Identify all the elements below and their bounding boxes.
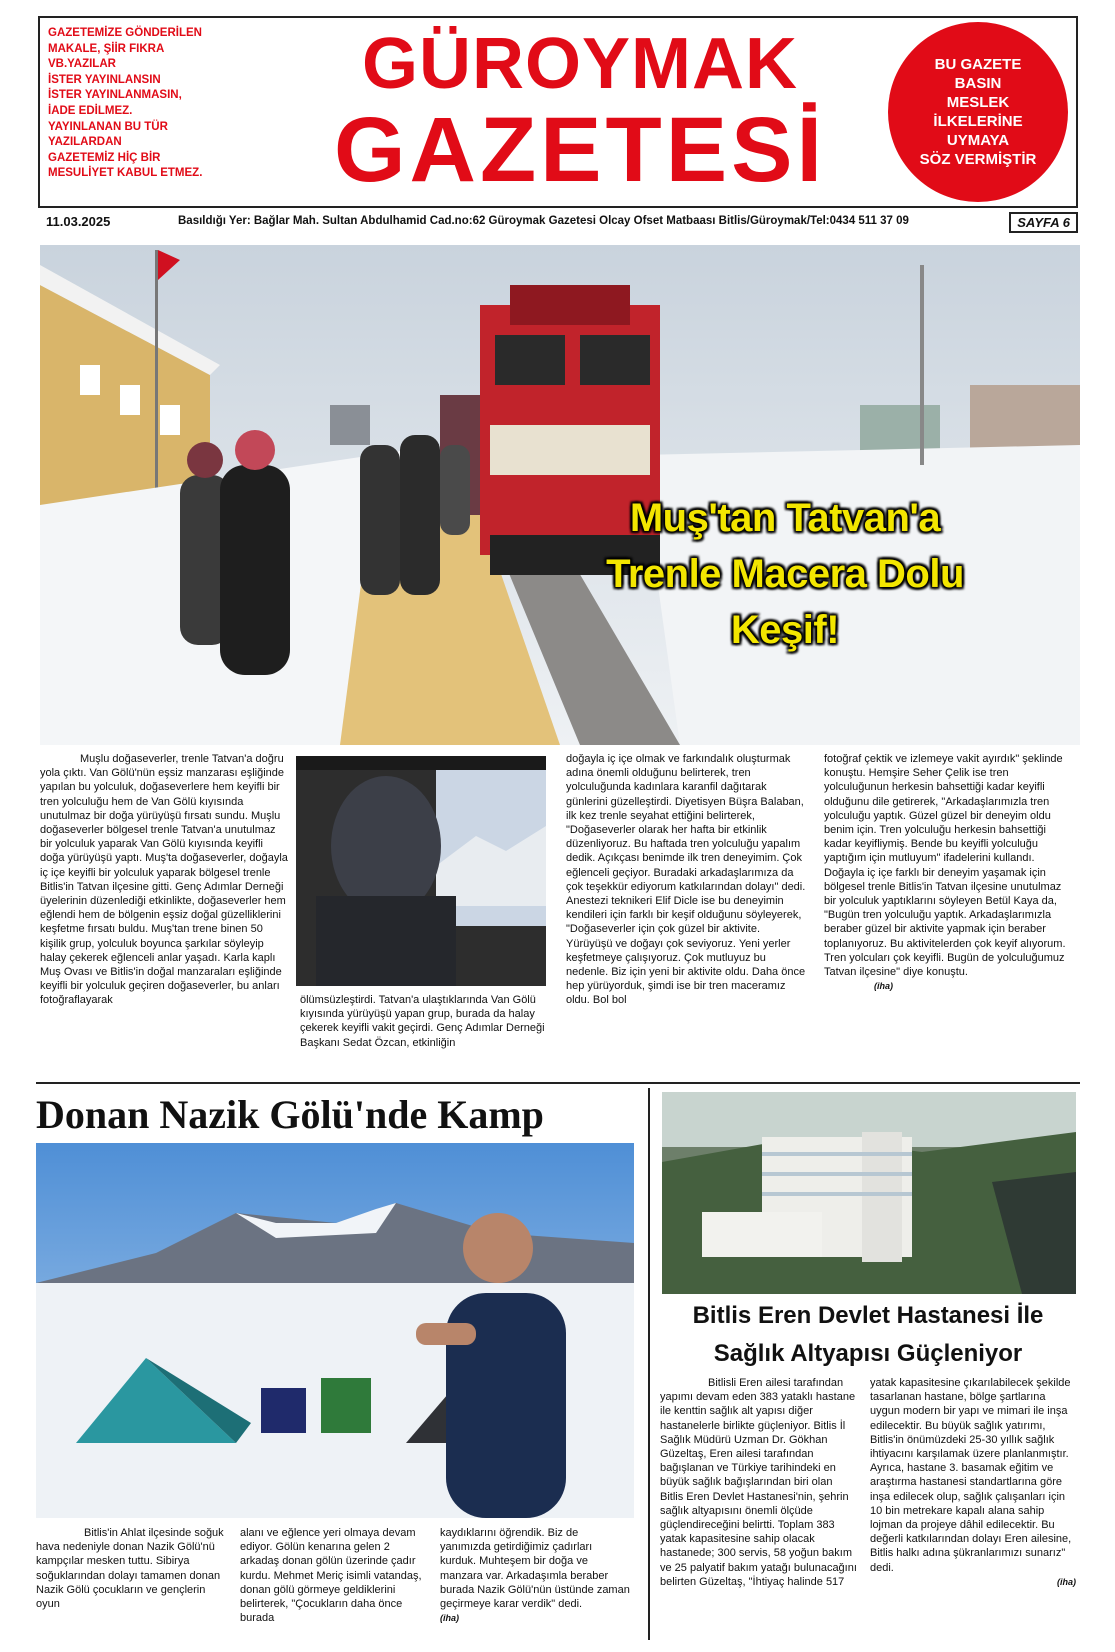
notice-line: İSTER YAYINLANMASIN, [48, 89, 182, 102]
headline-line: Trenle Macera Dolu [606, 552, 964, 596]
column-divider [648, 1088, 650, 1640]
headline-line: Sağlık Altyapısı Güçleniyor [713, 1340, 1023, 1367]
article-text: doğayla iç içe olmak ve farkındalık oluşturmak adına önemli olduğunu belirterek, tren yolculuğunda kadınlara karanfil dağıtarak günlerini güzelleştirdi. Diyetisyen Büşra Balaban, ilk kez trenle seyahat ettiğini belirterek, "Doğaseverler olarak her hafta bir etkinlik düzenliyoruz. Bu haftada tren yolculuğu yapalım dedik. Açıkçası benimde ilk tren deneyimim. Çok eğlenceli geçiyor. Buradaki arkadaşlarımıza da çok teşekkür ediyorum katkılarından dolayı" dedi. Anestezi teknikeri Elif Dicle ise bu deneyimin kendileri için farklı bir keşif olduğunu söyleyerek, "Doğaseverler için çok güzel bir aktivite. Yürüyüşü ve doğayı çok seviyoruz. Yeni yerler keşfetmeye çalışıyoruz. Çok mutluyuz bu nedenle. Biz için yeni bir aktivite oldu. Daha önce hep yürüyorduk, şimdi ise bir tren maceramız oldu. Bol bol [566, 753, 806, 1007]
badge-line: UYMAYA [946, 132, 1010, 149]
badge-line: BASIN [954, 75, 1002, 92]
newspaper-title-line2: GAZETESİ [333, 99, 827, 201]
printer-address: Basıldığı Yer: Bağlar Mah. Sultan Abdulhamid Cad.no:62 Güroymak Gazetesi Olcay Ofset Matbaası Bitlis/Güroymak/Tel:0434 511 37 09 [178, 215, 909, 227]
frozen-lake-photo [36, 1143, 634, 1518]
page-number: SAYFA 6 [1009, 212, 1078, 233]
notice-line: YAYINLANAN BU TÜR [48, 120, 168, 133]
editorial-notice [48, 26, 203, 182]
article-text: fotoğraf çektik ve izlemeye vakit ayırdık" şeklinde konuştu. Hemşire Seher Çelik ise tren yolculuğunun herkesin bahsettiği kadar keyifli olduğunu dile getirerek, "Arkadaşlarımızla tren yolculuğu yaptık. Güzel güzel bir deneyim oldu benim için. Tren yolculuğu herkesin bahsettiği kadar keyifliymiş. Bende bu keyifli yolculuğu yaptığım için mutluyum" ifadelerini kullandı. Doğayla iç içe farklı bir deneyim yaşamak için bölgesel trenle Bitlis'in Tatvan ilçesine unutulmaz bir yolculuk yaptıklarını söyleyen Betül Kaya da, "Bugün tren yolculuğu yaptık. Arkadaşlarımızla beraber güzel bir aktivite yapmak için beraber toplanıyoruz. Bu aktivitelerden çok keyif alıyorum. Tren yolcuları çok keyifli. Bugün de yolculuğumuz Tatvan ilçesine" diye konuştu. [824, 753, 1066, 979]
headline-line: Muş'tan Tatvan'a [629, 496, 941, 540]
article1-column2 [300, 993, 548, 1050]
article1-column1 [40, 752, 288, 1008]
badge-line: BU GAZETE [934, 56, 1022, 73]
notice-line: İADE EDİLMEZ. [48, 104, 133, 117]
article-text: Bitlisli Eren ailesi tarafından yapımı devam eden 383 yataklı hastane ile kenttin sağlık alt yapısı diğer hastanelerle birlikte güçleniyor. Bitlis İl Sağlık Müdürü Uzman Dr. Gökhan Güzeltaş, Eren ailesi tarafından bağışlanan ve Türkiye tarihindeki en büyük sağlık bağışlarından biri olan Bitlis Eren Devlet Hastanesi'nin, şehrin sağlık altyapısını önemli ölçüde güçlendireceğini belirtti. Toplam 383 yatak kapasitesine sahip olacak hastanede; 300 servis, 58 yoğun bakım ve 25 palyatif bakım yatağı bulunacağını belirten Güzeltaş, "İhtiyaç halinde 517 [660, 1377, 857, 1588]
article1-column4 [824, 752, 1074, 993]
article-text: Muşlu doğaseverler, trenle Tatvan'a doğru yola çıktı. Van Gölü'nün eşsiz manzarası eşliğinde yapılan bu yolculuk, doğaseverlere hem keyifli bir tren yolculuğu hem de Van Gölü kıyısında unutulmaz bir doğa yürüyüşü fırsatı sundu. Muşlu doğaseverler bölgesel trenle Tatvan'a unutulmaz bir yolculuk yaparak Van Gölü kıyısında keyifli doğa yürüyüşü yaptı. Muş'ta doğaseverler, doğayla iç içe keyifli bir yolculuk yaparak bölgesel trenle Bitlis'in Tatvan ilçesine gitti. Genç Adımlar Derneği üyelerinin düzenlediği etkinlikte, doğaseverler hem eğlendi hem de bölgenin eşsiz doğal güzelliklerini keşfetme fırsatı buldu. Muş'tan trene binen 50 kişilik grup, yolculuk boyunca şarkılar söyleyip halay çekerek eğlenceli anlar yaşadı. Karla kaplı Muş Ovası ve Bitlis'in doğal manzaraları eşliğinde keyifli bir yolculuk geçiren doğaseverler, bu anları fotoğraflayarak [40, 753, 288, 1007]
info-bar [38, 212, 1078, 234]
article2-column2 [240, 1526, 430, 1625]
article-text: Bitlis'in Ahlat ilçesinde soğuk hava nedeniyle donan Nazik Gölü'nü kampçılar mesken tuttu. Sibirya soğuklarından dolayı tamamen donan Nazik Gölü çocukların ve gençlerin oyun [36, 1527, 224, 1611]
notice-line: VB.YAZILAR [48, 58, 116, 71]
headline-line: Bitlis Eren Devlet Hastanesi İle [692, 1302, 1044, 1329]
badge-line: İLKELERİNE [933, 113, 1023, 130]
article2-column3 [440, 1526, 630, 1625]
article1-headline [520, 490, 1050, 658]
source-tag: (iha) [440, 1613, 459, 1624]
hospital-photo-illustration [662, 1092, 1076, 1294]
article3-column2 [870, 1376, 1076, 1589]
source-tag: (iha) [874, 981, 893, 992]
section-divider [36, 1082, 1080, 1084]
notice-line: MAKALE, ŞİİR FIKRA [48, 42, 165, 55]
notice-line: GAZETEMİZ HİÇ BİR [48, 151, 161, 164]
notice-line: MESULİYET KABUL ETMEZ. [48, 167, 203, 180]
article-text: yatak kapasitesine çıkarılabilecek şekilde tasarlanan hastane, bölge şartlarına uygun modern bir yapı ve mimari ile inşa edilecektir. Bu büyük sağlık yatırımı, Bitlis'in önümüzdeki 25-30 yıllık sağlık ihtiyacını karşılamak üzere planlanmıştır. Ayrıca, hastane 3. basamak eğitim ve araştırma hastanesi standartlarına göre inşa edilecek olup, sağlık çalışanları için 10 bin metrekare kapalı alana sahip lojman da projeye dâhil edilecektir. Bu değerli katkılarından dolayı Eren ailesine, Bitlis halkı adına şükranlarımızı sunarız" dedi. [870, 1377, 1072, 1574]
issue-date: 11.03.2025 [46, 214, 111, 229]
passenger-window-photo [296, 756, 546, 986]
article3-column1 [660, 1376, 858, 1589]
article-text: alanı ve eğlence yeri olmaya devam ediyor. Gölün kenarına gelen 2 arkadaş donan gölün üzerinde çadır kurdu. Mehmet Meriç isimli vatandaş, donan gölü görmeye geldiklerini belirterek, "Çocukların daha önce burada [240, 1527, 422, 1625]
article-text: kaydıklarını öğrendik. Biz de yanımızda getirdiğimiz çadırları kurduk. Muhteşem bir doğa ve manzara var. Arkadaşımla beraber burada Nazik Gölü'nün üstünde zaman geçirmeye karar verdik" dedi. [440, 1527, 630, 1611]
hospital-rendering-photo [662, 1092, 1076, 1294]
headline-line: Keşif! [730, 608, 840, 652]
notice-line: GAZETEMİZE GÖNDERİLEN [48, 27, 202, 39]
press-ethics-badge [888, 22, 1068, 202]
article2-column1 [36, 1526, 226, 1611]
article-text: ölümsüzleştirdi. Tatvan'a ulaştıklarında Van Gölü kıyısında yürüyüşü yapan grup, burada da halay çekerek keyifli vakit geçirdi. Genç Adımlar Derneği Başkanı Sedat Özcan, etkinliğin [300, 994, 545, 1049]
article1-column3 [566, 752, 806, 1008]
source-tag: (iha) [1057, 1576, 1076, 1587]
window-photo-illustration [296, 756, 546, 986]
article2-headline: Donan Nazik Gölü'nde Kamp [36, 1092, 544, 1137]
article3-headline [656, 1297, 1080, 1373]
newspaper-title-line1: GÜROYMAK [362, 24, 798, 104]
lake-photo-illustration [36, 1143, 634, 1518]
notice-line: YAZILARDAN [48, 136, 122, 149]
badge-line: MESLEK [946, 94, 1010, 111]
notice-line: İSTER YAYINLANSIN [48, 73, 161, 86]
badge-line: SÖZ VERMİŞTİR [919, 151, 1037, 168]
masthead [38, 16, 1078, 208]
